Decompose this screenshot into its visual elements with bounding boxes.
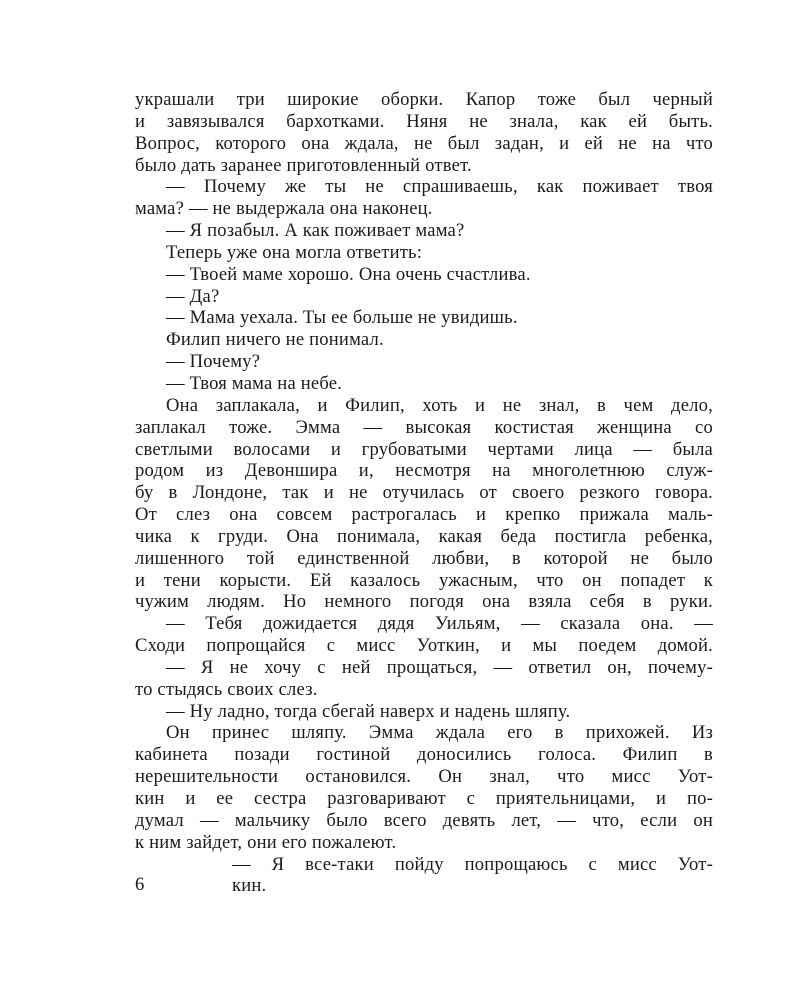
text-line: — Я не хочу с ней прощаться, — ответил он, почему- (166, 656, 713, 678)
text-line: кин и ее сестра разговаривают с приятельницами, и по- (135, 788, 713, 809)
text-line: — Твоей маме хорошо. Она очень счастлива. (166, 263, 531, 285)
text-line: нерешительности остановился. Он знал, что мисс Уот- (135, 766, 713, 788)
text-line: чужим людям. Но немного погодя она взяла себя в руки. (135, 591, 713, 613)
text-line: кин. (232, 875, 267, 897)
text-line: думал — мальчику было всего девять лет, — что, если он (135, 809, 713, 831)
text-line: мама? — не выдержала она наконец. (135, 198, 433, 220)
text-line: Филип ничего не понимал. (166, 329, 384, 351)
text-line: Сходи попрощайся с мисс Уоткин, и мы поедем домой. (135, 635, 713, 657)
text-line: Она заплакала, и Филип, хоть и не знал, в чем дело, (166, 394, 713, 416)
text-line: заплакал тоже. Эмма — высокая костистая женщина со (135, 416, 713, 438)
text-line: было дать заранее приготовленный ответ. (135, 154, 472, 176)
text-line: Он принес шляпу. Эмма ждала его в прихожей. Из (166, 722, 713, 744)
text-line: — Я позабыл. А как поживает мама? (166, 220, 465, 242)
text-line: Теперь уже она могла ответить: (166, 241, 423, 263)
text-line: — Почему же ты не спрашиваешь, как поживает твоя (166, 176, 713, 198)
text-line: — Ну ладно, тогда сбегай наверх и надень шляпу. (166, 700, 571, 722)
text-line: лишенного той единственной любви, в которой не было (135, 547, 713, 569)
text-line: к ним зайдет, они его пожалеют. (135, 831, 397, 853)
text-line: От слез она совсем растрогалась и крепко прижала маль- (135, 504, 713, 526)
text-line: бу в Лондоне, так и не отучилась от своего резкого говора. (135, 482, 713, 504)
text-line: Вопрос, которого она ждала, не был задан, и ей не на что (135, 132, 713, 154)
text-line: — Я все-таки пойду попрощаюсь с мисс Уот- (232, 853, 713, 875)
text-line: — Да? (166, 285, 220, 307)
text-line: то стыдясь своих слез. (135, 678, 318, 700)
text-line: и тени корысти. Ей казалось ужасным, что он попадет к (135, 569, 713, 591)
text-line: кабинета позади гостиной доносились голоса. Филип в (135, 744, 713, 766)
text-line: и завязывался бархотками. Няня не знала, как ей быть. (135, 110, 713, 132)
text-line: — Тебя дожидается дядя Уильям, — сказала она. — (166, 613, 713, 635)
text-line: — Почему? (166, 351, 261, 373)
text-line: — Мама уехала. Ты ее больше не увидишь. (166, 307, 518, 329)
text-line: светлыми волосами и грубоватыми чертами лица — была (135, 438, 713, 460)
text-line: украшали три широкие оборки. Капор тоже был черный (135, 89, 713, 110)
text-line: родом из Девоншира и, несмотря на многолетнюю служ- (135, 460, 713, 482)
page-number: 6 (135, 874, 145, 895)
text-line: — Твоя мама на небе. (166, 372, 343, 394)
text-line: чика к груди. Она понимала, какая беда постигла ребенка, (135, 525, 713, 547)
page-body-text (135, 89, 713, 897)
